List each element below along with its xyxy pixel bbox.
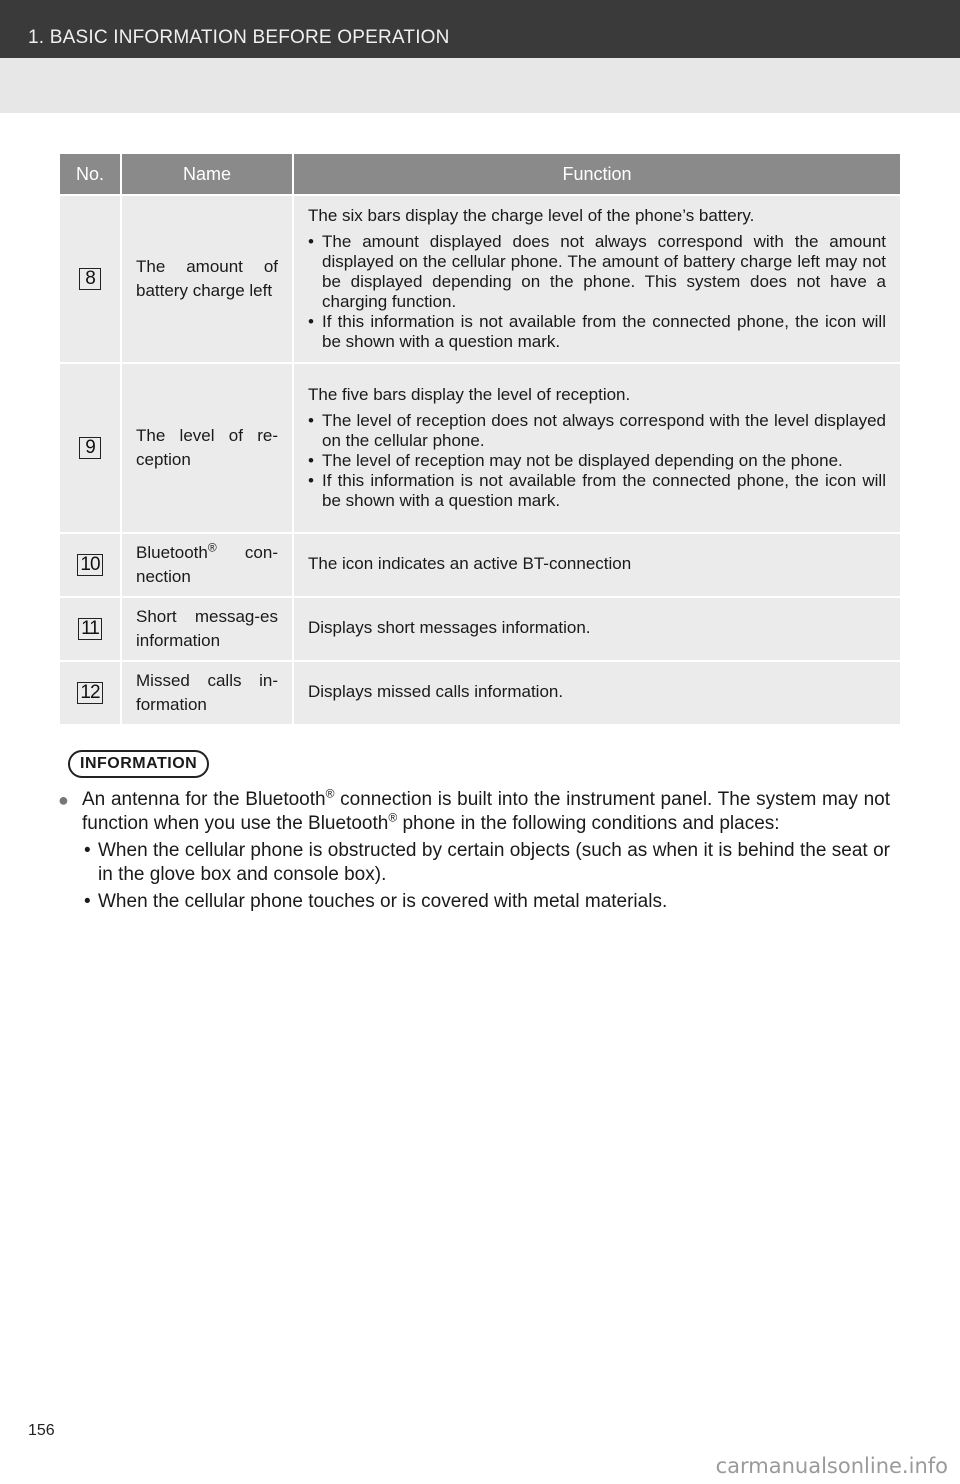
row-function-cell xyxy=(294,596,900,660)
bullet-icon: • xyxy=(308,451,314,470)
table-row xyxy=(60,194,900,362)
row-name-cell: The level of re-ception xyxy=(122,362,294,532)
information-main-text: ● An antenna for the Bluetooth® connection is built into the instrument panel. The system may not function when you use the Bluetooth® phone in the following conditions and places: xyxy=(58,786,890,834)
function-bullet-list xyxy=(308,411,886,511)
row-number-cell xyxy=(60,362,122,532)
function-lead-text: The six bars display the charge level of the phone’s battery. xyxy=(308,206,755,225)
function-lead-text: The icon indicates an active BT-connection xyxy=(308,554,632,573)
row-function-cell xyxy=(294,532,900,596)
row-number-badge: 12 xyxy=(77,682,102,704)
list-item: • If this information is not available from the connected phone, the icon will be shown with a question mark. xyxy=(308,312,886,351)
row-name-cell: Missed calls in-formation xyxy=(122,660,294,724)
header-band xyxy=(0,58,960,113)
list-item: • The level of reception does not always correspond with the level displayed on the cellular phone. xyxy=(308,411,886,450)
row-number-badge: 9 xyxy=(79,437,101,459)
registered-mark: ® xyxy=(207,540,217,555)
bullet-icon: • xyxy=(84,891,91,912)
registered-mark: ® xyxy=(325,786,335,801)
table-row xyxy=(60,532,900,596)
list-item: • The amount displayed does not always correspond with the amount displayed on the cellular phone. The amount of battery charge left may not be displayed depending on the phone. This system does not have a charging function. xyxy=(308,232,886,311)
watermark: carmanualsonline.info xyxy=(715,1454,948,1478)
function-table xyxy=(60,154,900,724)
list-item: • When the cellular phone is obstructed by certain objects (such as when it is behind the seat or in the glove box and console box). xyxy=(84,840,890,885)
row-name-cell: The amount of battery charge left xyxy=(122,194,294,362)
bullet-icon: • xyxy=(308,471,314,490)
table-row xyxy=(60,596,900,660)
row-number-cell xyxy=(60,532,122,596)
row-number-cell xyxy=(60,596,122,660)
table-row xyxy=(60,660,900,724)
row-number-badge: 10 xyxy=(77,554,102,576)
table-row xyxy=(60,362,900,532)
column-header-no: No. xyxy=(60,154,122,194)
row-name-cell: Bluetooth® con-nection xyxy=(122,532,294,596)
bullet-icon: • xyxy=(308,312,314,331)
row-function-cell xyxy=(294,660,900,724)
function-lead-text: Displays missed calls information. xyxy=(308,682,564,701)
table-header-row xyxy=(60,154,900,194)
header-bar xyxy=(0,0,960,58)
information-badge: INFORMATION xyxy=(68,750,209,778)
list-item: • When the cellular phone touches or is covered with metal materials. xyxy=(84,891,668,912)
row-number-cell xyxy=(60,194,122,362)
information-section xyxy=(58,750,890,914)
page-section-title: 1. BASIC INFORMATION BEFORE OPERATION xyxy=(28,27,450,48)
row-name-cell: Short messag-es information xyxy=(122,596,294,660)
list-item: • If this information is not available from the connected phone, the icon will be shown with a question mark. xyxy=(308,471,886,510)
circle-bullet-icon: ● xyxy=(58,790,69,810)
function-bullet-list xyxy=(308,232,886,352)
bullet-icon: • xyxy=(84,840,91,861)
function-lead-text: Displays short messages information. xyxy=(308,618,591,637)
column-header-name: Name xyxy=(122,154,294,194)
page-number: 156 xyxy=(28,1422,55,1439)
row-number-badge: 11 xyxy=(78,618,102,640)
registered-mark: ® xyxy=(388,810,398,825)
row-number-badge: 8 xyxy=(79,268,101,290)
column-header-function: Function xyxy=(294,154,900,194)
function-lead-text: The five bars display the level of reception. xyxy=(308,385,631,404)
list-item: • The level of reception may not be displayed depending on the phone. xyxy=(308,451,843,470)
row-function-cell xyxy=(294,194,900,362)
row-number-cell xyxy=(60,660,122,724)
row-function-cell xyxy=(294,362,900,532)
bullet-icon: • xyxy=(308,232,314,251)
bullet-icon: • xyxy=(308,411,314,430)
